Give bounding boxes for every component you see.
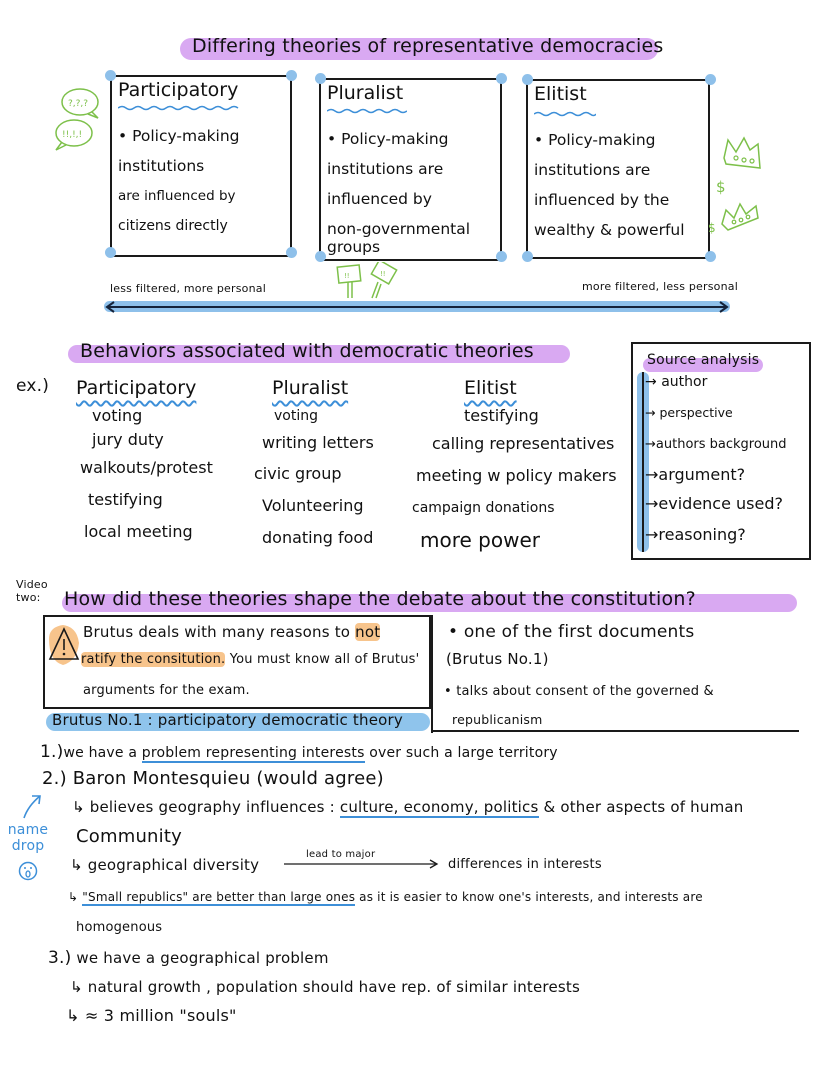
warning-line-2: ratify the consitution. You must know all of Brutus' xyxy=(81,652,420,667)
pluralist-title: Pluralist xyxy=(327,82,404,104)
pluralist-theory-card xyxy=(319,78,502,261)
arrow-label: lead to major xyxy=(306,849,376,860)
resize-handle[interactable] xyxy=(105,247,116,258)
behaviors-participatory-column: Participatory voting jury duty walkouts/protest testifying local meeting xyxy=(76,372,213,548)
point-1: 1.)we have a problem representing interests over such a large territory xyxy=(40,742,558,762)
surprised-face-icon xyxy=(18,860,38,882)
point-3-sub-2: ↳ ≈ 3 million "souls" xyxy=(66,1006,237,1025)
column-heading: Elitist xyxy=(464,377,517,399)
speech-bubble-icon xyxy=(52,84,102,154)
svg-text:!!,!,!: !!,!,! xyxy=(62,130,83,140)
section1-title: Differing theories of representative democracies xyxy=(192,35,664,57)
resize-handle[interactable] xyxy=(705,251,716,262)
warning-note-box xyxy=(43,615,431,709)
svg-text:!!: !! xyxy=(344,272,350,280)
wavy-underline xyxy=(118,105,242,111)
elitist-title: Elitist xyxy=(534,83,587,105)
source-analysis-box xyxy=(631,342,811,560)
resize-handle[interactable] xyxy=(705,74,716,85)
spectrum-left-label: less filtered, more personal xyxy=(110,282,266,295)
pluralist-description: • Policy-making institutions are influenced by non-governmental groups xyxy=(327,130,471,256)
side-note-2: • talks about consent of the governed & xyxy=(444,684,714,699)
point-3: 3.) we have a geographical problem xyxy=(48,948,329,968)
participatory-theory-card xyxy=(110,75,292,257)
column-heading: Participatory xyxy=(76,377,197,399)
warning-line-1: Brutus deals with many reasons to not xyxy=(83,623,381,641)
point-2-sub-3: ↳ "Small republics" are better than large ones as it is easier to know one's interests, and interests are xyxy=(68,890,703,904)
source-item: → author xyxy=(645,374,708,390)
protest-sign-doodle-icon xyxy=(334,262,406,302)
source-item: →argument? xyxy=(645,465,746,484)
up-right-arrow-icon xyxy=(20,792,44,820)
warning-triangle-icon xyxy=(47,621,81,667)
point-2-sub-3-cont: homogenous xyxy=(76,920,163,935)
point-2-sub-1-cont: Community xyxy=(76,826,182,847)
elitist-theory-card xyxy=(526,79,710,259)
resize-handle[interactable] xyxy=(522,251,533,262)
side-note-1-cont: (Brutus No.1) xyxy=(446,650,549,668)
svg-text:?,?,?: ?,?,? xyxy=(68,99,89,109)
margin-note: name drop xyxy=(7,822,49,854)
crown-money-doodle-icon xyxy=(706,134,770,238)
side-note-1: • one of the first documents xyxy=(448,622,695,642)
double-arrow-icon xyxy=(104,300,730,314)
divider xyxy=(431,615,433,733)
timeline-line xyxy=(642,372,644,552)
video-label: Video two: xyxy=(16,578,48,604)
resize-handle[interactable] xyxy=(315,251,326,262)
ex-label: ex.) xyxy=(16,376,50,396)
source-item: →evidence used? xyxy=(645,494,783,513)
wavy-underline xyxy=(327,108,407,114)
resize-handle[interactable] xyxy=(105,70,116,81)
point-2-sub-2: ↳ geographical diversity xyxy=(70,856,260,874)
svg-text:!!: !! xyxy=(380,270,386,278)
elitist-description: • Policy-making institutions are influenced by the wealthy & powerful xyxy=(534,131,685,239)
source-analysis-title: Source analysis xyxy=(647,352,760,368)
spectrum-right-label: more filtered, less personal xyxy=(582,280,738,293)
resize-handle[interactable] xyxy=(315,73,326,84)
column-heading: Pluralist xyxy=(272,377,349,399)
resize-handle[interactable] xyxy=(496,73,507,84)
point-2: 2.) Baron Montesquieu (would agree) xyxy=(42,768,384,789)
resize-handle[interactable] xyxy=(496,251,507,262)
point-3-sub-1: ↳ natural growth , population should have rep. of similar interests xyxy=(70,978,581,996)
resize-handle[interactable] xyxy=(286,247,297,258)
svg-text:$: $ xyxy=(716,178,726,196)
right-arrow-icon xyxy=(282,858,442,870)
brutus-heading: Brutus No.1 : participatory democratic theory xyxy=(52,711,403,729)
source-item: → perspective xyxy=(645,405,733,420)
participatory-description: • Policy-making institutions are influenced by citizens directly xyxy=(118,127,240,234)
svg-text:$: $ xyxy=(708,221,716,235)
divider xyxy=(431,730,799,732)
source-item: →authors background xyxy=(645,437,787,452)
warning-line-3: arguments for the exam. xyxy=(83,683,250,698)
participatory-title: Participatory xyxy=(118,79,239,101)
section2-title: Behaviors associated with democratic theories xyxy=(80,340,534,362)
point-2-sub-1: ↳ believes geography influences : culture, economy, politics & other aspects of human xyxy=(72,798,744,816)
behaviors-pluralist-column: Pluralist voting writing letters civic group Volunteering donating food xyxy=(262,372,374,554)
point-2-sub-2-result: differences in interests xyxy=(448,857,602,872)
resize-handle[interactable] xyxy=(286,70,297,81)
source-item: →reasoning? xyxy=(645,525,746,544)
wavy-underline xyxy=(534,111,596,117)
behaviors-elitist-column: Elitist testifying calling representatives meeting w policy makers campaign donations more power xyxy=(412,372,617,556)
side-note-2-cont: republicanism xyxy=(452,712,543,727)
section3-title: How did these theories shape the debate about the constitution? xyxy=(64,588,696,610)
resize-handle[interactable] xyxy=(522,74,533,85)
